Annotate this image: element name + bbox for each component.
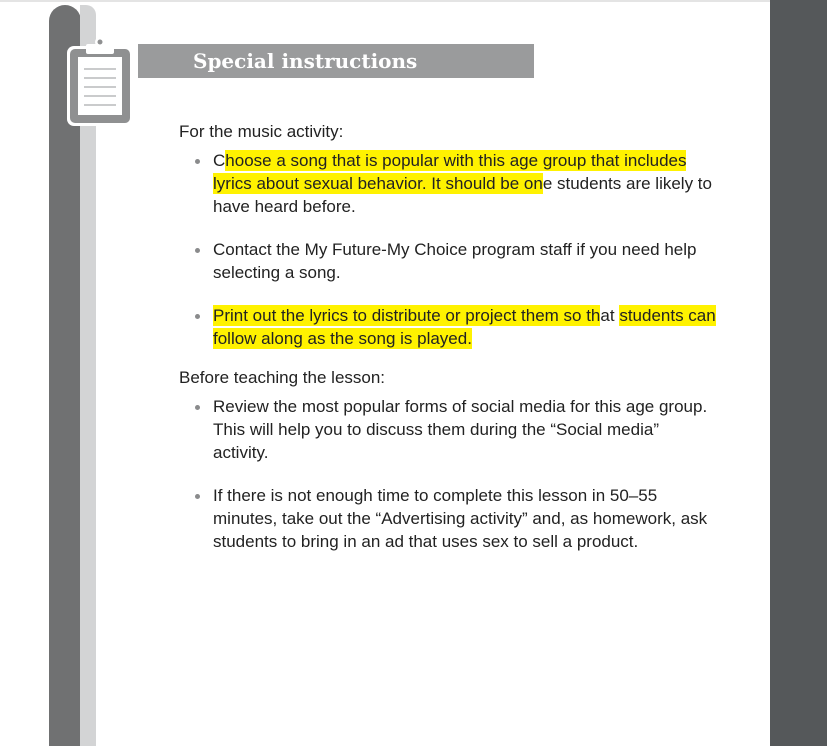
highlighted-text: hoose a song that is popular with this age group that includes lyrics about sexual behavior. It should be on	[213, 151, 687, 193]
clipboard-icon	[66, 36, 136, 135]
list-item	[179, 149, 719, 218]
list-item: If there is not enough time to complete this lesson in 50–55 minutes, take out the “Advertising activity” and, as homework, ask students to bring in an ad that uses sex to sell a product.	[179, 484, 719, 553]
bullet-text: Contact the My Future-My Choice program staff if you need help selecting a song.	[213, 240, 697, 282]
music-activity-list	[179, 149, 719, 350]
section-title: Special instructions	[138, 44, 534, 78]
page-top-edge	[0, 0, 770, 2]
bullet-text: at	[600, 306, 615, 325]
list-item	[179, 304, 719, 350]
viewer-side-panel	[770, 0, 827, 746]
bullet-text: e students are likely to have heard before.	[213, 174, 712, 216]
bullet-text: C	[213, 151, 226, 170]
music-activity-heading: For the music activity:	[179, 122, 344, 141]
before-lesson-heading: Before teaching the lesson:	[179, 368, 386, 387]
before-lesson-list	[179, 395, 719, 553]
list-item	[179, 238, 719, 284]
list-item: Review the most popular forms of social media for this age group. This will help you to discuss them during the “Social media” activity.	[179, 395, 719, 464]
instructions-content	[179, 120, 719, 573]
highlighted-text: Print out the lyrics to distribute or project them so th	[213, 306, 601, 325]
highlighted-text: students can follow along as the song is played.	[213, 306, 716, 348]
